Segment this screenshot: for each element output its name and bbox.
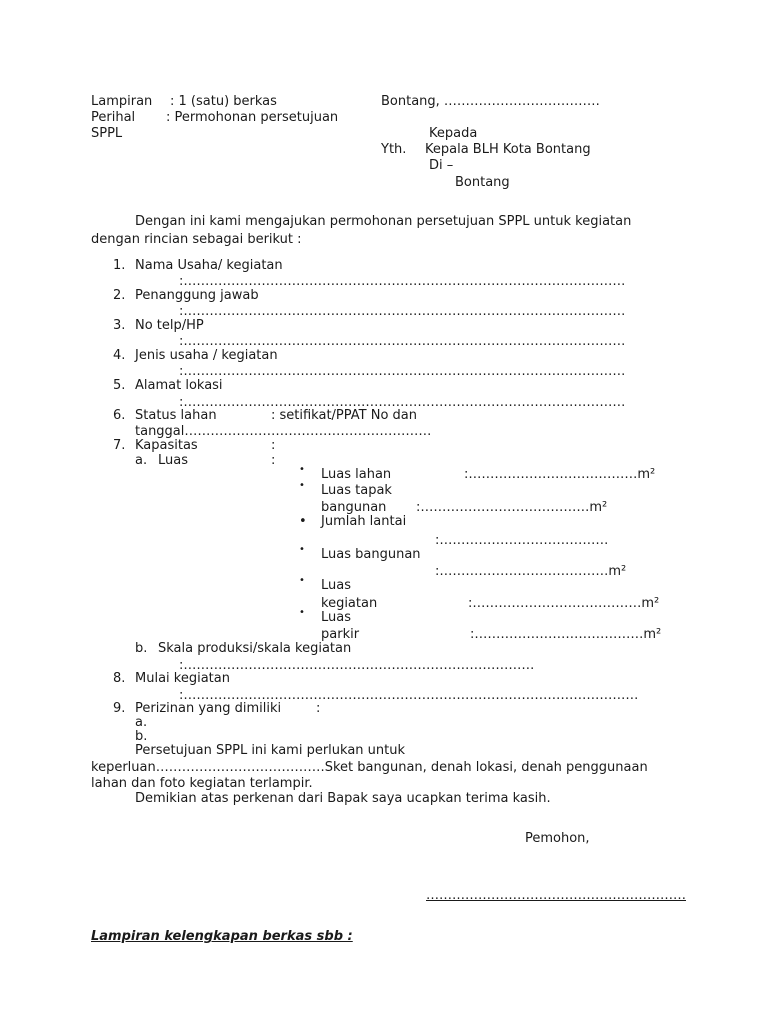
item-9-number: 9. xyxy=(113,701,126,716)
item-7a-number: a. xyxy=(135,453,148,468)
lampiran-value: : 1 (satu) berkas xyxy=(170,94,277,109)
luas-lahan-label: Luas lahan xyxy=(321,467,392,482)
bullet-icon: • xyxy=(299,607,305,618)
item-1-label: Nama Usaha/ kegiatan xyxy=(135,258,283,273)
luas-bangunan-fill: :…………………………………m² xyxy=(435,564,627,579)
attachment-heading: Lampiran kelengkapan berkas sbb : xyxy=(91,929,353,944)
place-date: Bontang, ……………………………… xyxy=(381,94,600,109)
item-3-label: No telp/HP xyxy=(135,318,204,333)
item-7-colon: : xyxy=(271,438,276,453)
item-4-label: Jenis usaha / kegiatan xyxy=(135,348,278,363)
item-6-value: : setifikat/PPAT No dan xyxy=(271,408,417,423)
luas-parkir-label: Luas xyxy=(321,610,351,625)
luas-bangunan-label: Luas bangunan xyxy=(321,547,421,562)
item-9b: b. xyxy=(135,729,148,744)
luas-tapak-label: Luas tapak xyxy=(321,483,392,498)
item-1-fill: :………………………………………………………………………………………… xyxy=(179,274,626,289)
perihal-continuation: SPPL xyxy=(91,126,123,141)
luas-lahan-fill: :…………………………………m² xyxy=(464,467,656,482)
bullet-icon: • xyxy=(299,514,307,529)
perihal-value: : Permohonan persetujuan xyxy=(166,110,339,125)
item-7b-fill: :……………………………………………………………………… xyxy=(179,658,535,673)
item-7-number: 7. xyxy=(113,438,126,453)
item-2-label: Penanggung jawab xyxy=(135,288,259,303)
closing-line-2: keperluan…………………………………Sket bangunan, denah lokasi, denah penggunaan xyxy=(91,760,648,775)
intro-line-1: Dengan ini kami mengajukan permohonan persetujuan SPPL untuk kegiatan xyxy=(135,214,632,229)
item-7b-label: Skala produksi/skala kegiatan xyxy=(158,641,352,656)
signature-label: Pemohon, xyxy=(525,831,590,846)
item-9-colon: : xyxy=(316,701,321,716)
item-8-number: 8. xyxy=(113,671,126,686)
luas-kegiatan-label: Luas xyxy=(321,578,351,593)
di: Di – xyxy=(429,158,454,173)
recipient-city: Bontang xyxy=(455,175,510,190)
closing-line-3: lahan dan foto kegiatan terlampir. xyxy=(91,776,313,791)
lampiran-label: Lampiran xyxy=(91,94,153,109)
item-8-label: Mulai kegiatan xyxy=(135,671,230,686)
item-1-number: 1. xyxy=(113,258,126,273)
jumlah-lantai-fill: :………………………………… xyxy=(435,533,609,548)
luas-parkir-fill: :…………………………………m² xyxy=(470,627,662,642)
bullet-icon: • xyxy=(299,464,305,475)
luas-tapak-continuation: bangunan xyxy=(321,500,387,515)
item-3-number: 3. xyxy=(113,318,126,333)
item-6-continuation: tanggal………………………………………………… xyxy=(135,424,432,439)
item-2-number: 2. xyxy=(113,288,126,303)
item-5-label: Alamat lokasi xyxy=(135,378,223,393)
luas-tapak-fill: :…………………………………m² xyxy=(416,500,608,515)
item-8-fill: :…………………………………………………………………………………………… xyxy=(179,688,639,703)
item-5-number: 5. xyxy=(113,378,126,393)
item-4-fill: :………………………………………………………………………………………… xyxy=(179,364,626,379)
item-9a: a. xyxy=(135,715,148,730)
item-7a-colon: : xyxy=(271,453,276,468)
item-6-number: 6. xyxy=(113,408,126,423)
luas-parkir-continuation: parkir xyxy=(321,627,360,642)
bullet-icon: • xyxy=(299,480,305,491)
luas-kegiatan-continuation: kegiatan xyxy=(321,596,378,611)
intro-line-2: dengan rincian sebagai berikut : xyxy=(91,232,302,247)
luas-kegiatan-fill: :…………………………………m² xyxy=(468,596,660,611)
item-6-label: Status lahan xyxy=(135,408,217,423)
item-9-label: Perizinan yang dimiliki xyxy=(135,701,282,716)
item-3-fill: :………………………………………………………………………………………… xyxy=(179,334,626,349)
jumlah-lantai-label: Jumlah lantai xyxy=(321,514,407,529)
item-7-label: Kapasitas xyxy=(135,438,198,453)
item-2-fill: :………………………………………………………………………………………… xyxy=(179,304,626,319)
signature-line: …………………………………………………… xyxy=(426,888,686,903)
bullet-icon: • xyxy=(299,575,305,586)
closing-line-4: Demikian atas perkenan dari Bapak saya ucapkan terima kasih. xyxy=(135,791,551,806)
kepada: Kepada xyxy=(429,126,478,141)
item-5-fill: :………………………………………………………………………………………… xyxy=(179,395,626,410)
item-7a-label: Luas xyxy=(158,453,188,468)
item-4-number: 4. xyxy=(113,348,126,363)
recipient: Kepala BLH Kota Bontang xyxy=(425,142,591,157)
bullet-icon: • xyxy=(299,544,305,555)
closing-line-1: Persetujuan SPPL ini kami perlukan untuk xyxy=(135,743,406,758)
item-7b-number: b. xyxy=(135,641,148,656)
perihal-label: Perihal xyxy=(91,110,136,125)
yth: Yth. xyxy=(381,142,407,157)
